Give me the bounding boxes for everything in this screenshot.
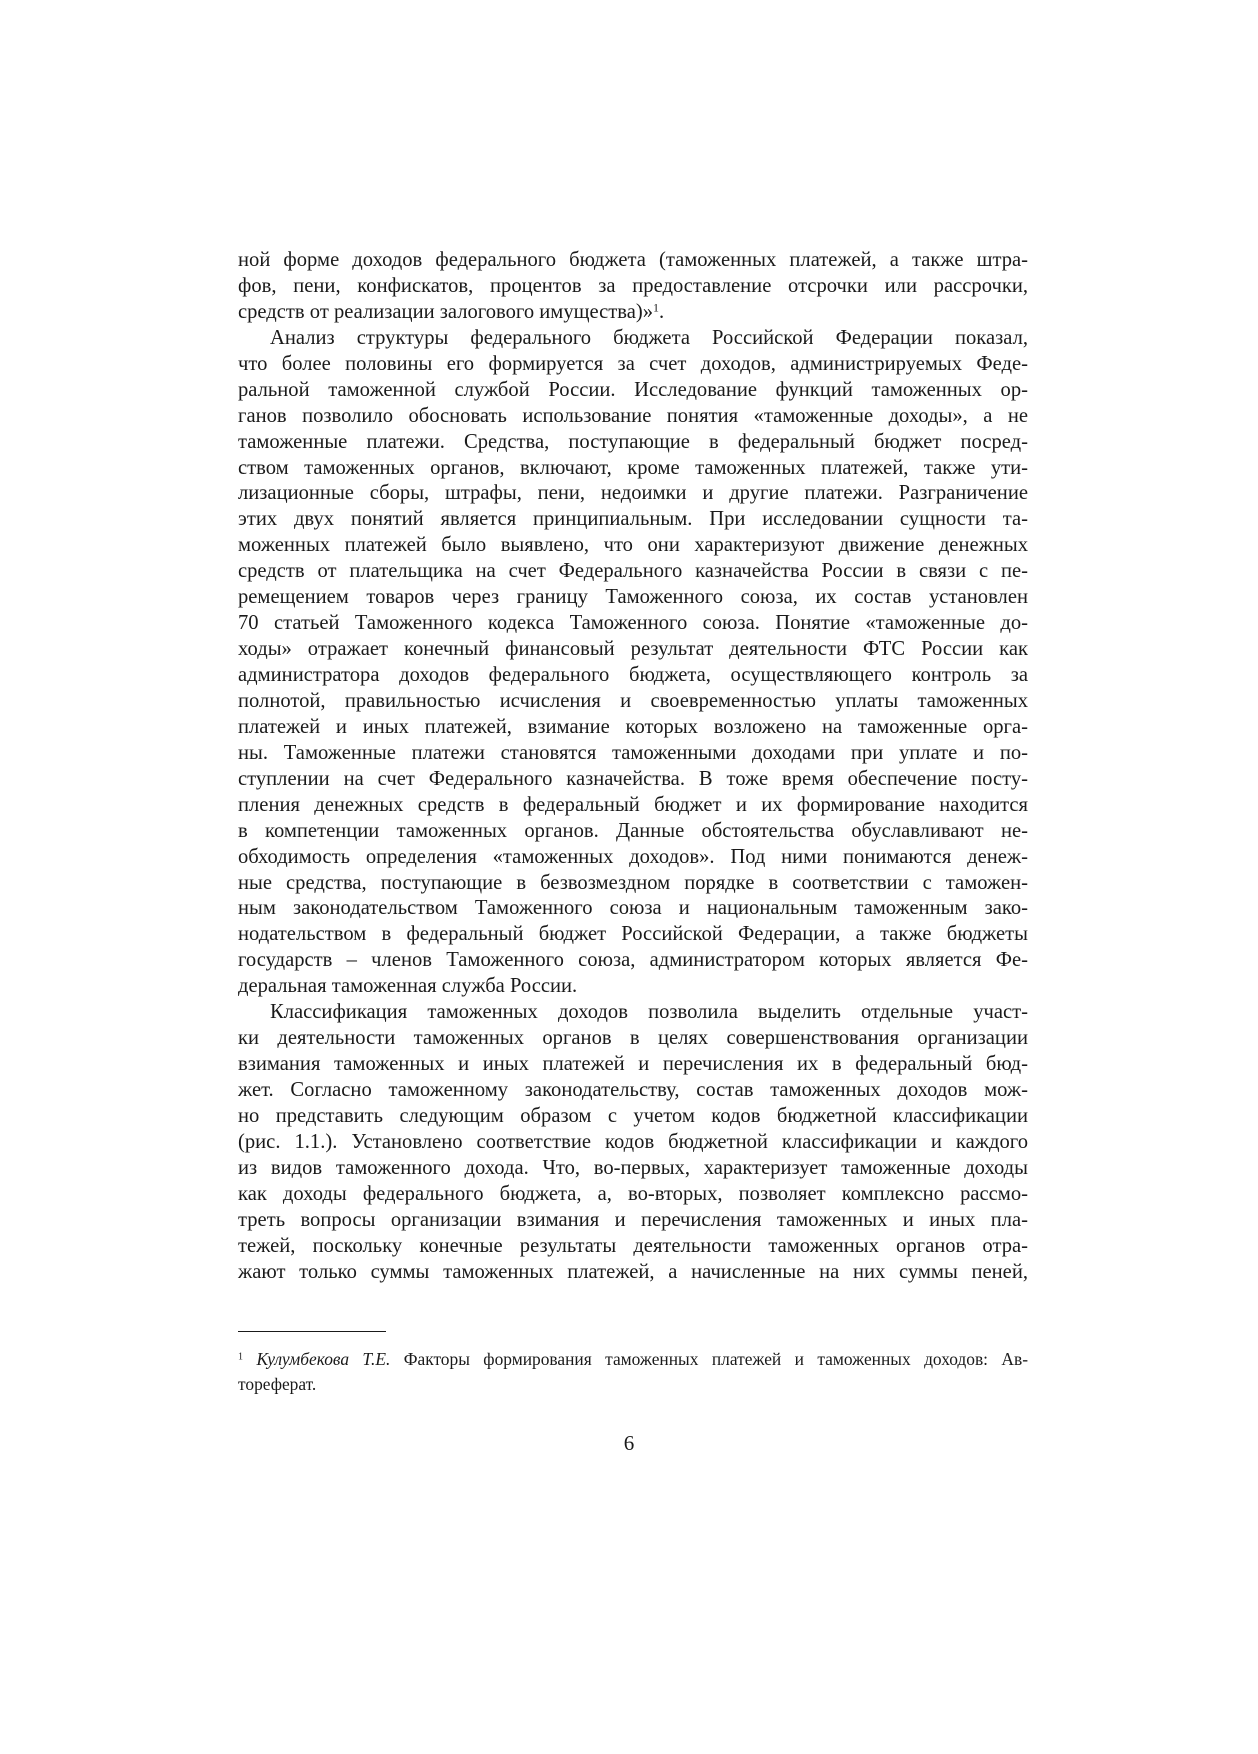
text-line: ступлении на счет Федерального казначейства. В тоже время обеспечение посту- [238,767,1028,790]
text-line: ганов позволило обосновать использование понятия «таможенные доходы», а не [238,404,1028,427]
text-line: 70 статьей Таможенного кодекса Таможенного союза. Понятие «таможенные до- [238,612,1028,635]
footnote-divider [238,1331,386,1332]
text-line: платежей и иных платежей, взимание которых возложено на таможенные орга- [238,715,1028,738]
footnote-title: Факторы формирования таможенных платежей и таможенных доходов: Ав- [390,1349,1028,1369]
text-line: треть вопросы организации взимания и перечисления таможенных и иных пла- [238,1208,1028,1231]
text-line: таможенные платежи. Средства, поступающие в федеральный бюджет посред- [238,430,1028,453]
text-line: ки деятельности таможенных органов в целях совершенствования организации [238,1027,1028,1050]
text-line: пления денежных средств в федеральный бюджет и их формирование находится [238,793,1028,816]
paragraph-first-line: Классификация таможенных доходов позволила выделить отдельные участ- [270,1001,1028,1024]
text-line: ны. Таможенные платежи становятся таможенными доходами при уплате и по- [238,741,1028,764]
text-line: фов, пени, конфискатов, процентов за предоставление отсрочки или рассрочки, [238,274,1028,297]
footnote-author: Кулумбекова Т.Е. [256,1349,391,1369]
footnote-line [238,1347,1028,1372]
text-line: что более половины его формируется за счет доходов, администрируемых Феде- [238,352,1028,375]
text-line: ным законодательством Таможенного союза и национальным таможенным зако- [238,897,1028,920]
text-line: ходы» отражает конечный финансовый результат деятельности ФТС России как [238,638,1028,661]
text-line: этих двух понятий является принципиальным. При исследовании сущности та- [238,508,1028,531]
text-line: государств – членов Таможенного союза, администратором которых является Фе- [238,949,1028,972]
text-line [238,300,1028,326]
text-line: в компетенции таможенных органов. Данные обстоятельства обуславливают не- [238,819,1028,842]
footnote [238,1347,1028,1397]
text-line: ремещением товаров через границу Таможенного союза, их состав установлен [238,586,1028,609]
sentence-period: . [659,300,665,323]
text-line: ством таможенных органов, включают, кроме таможенных платежей, также ути- [238,456,1028,479]
text-line: ные средства, поступающие в безвозмездном порядке в соответствии с таможен- [238,871,1028,894]
text-line: моженных платежей было выявлено, что они характеризуют движение денежных [238,534,1028,557]
text-line: полнотой, правильностью исчисления и своевременностью уплаты таможенных [238,689,1028,712]
text-line: ной форме доходов федерального бюджета (таможенных платежей, а также штра- [238,249,1028,271]
page-number: 6 [623,1431,635,1455]
text-line: лизационные сборы, штрафы, пени, недоимки и другие платежи. Разграничение [238,482,1028,505]
text-line: нодательством в федеральный бюджет Российской Федерации, а также бюджеты [238,923,1028,946]
text-line: деральная таможенная служба России. [238,975,578,998]
text-line: как доходы федерального бюджета, а, во-вторых, позволяет комплексно рассмо- [238,1182,1028,1205]
text-line: тежей, поскольку конечные результаты деятельности таможенных органов отра- [238,1234,1028,1257]
footnote-marker: 1 [238,1351,244,1363]
text-line-content: средств от реализации залогового имущества)» [238,300,654,323]
body-text [238,248,1028,1286]
text-line: жают только суммы таможенных платежей, а начисленные на них суммы пеней, [238,1260,1028,1283]
text-line: но представить следующим образом с учетом кодов бюджетной классификации [238,1104,1028,1127]
text-line: (рис. 1.1.). Установлено соответствие кодов бюджетной классификации и каждого [238,1130,1028,1153]
text-line: средств от плательщика на счет Федерального казначейства России в связи с пе- [238,560,1028,583]
text-line: из видов таможенного дохода. Что, во-первых, характеризует таможенные доходы [238,1156,1028,1179]
text-line: администратора доходов федерального бюджета, осуществляющего контроль за [238,664,1028,686]
paragraph-first-line: Анализ структуры федерального бюджета Российской Федерации показал, [270,326,1028,349]
footnote-reference[interactable]: 1 [653,300,660,315]
text-line: взимания таможенных и иных платежей и перечисления их в федеральный бюд- [238,1053,1028,1076]
footnote-line: тореферат. [238,1374,317,1394]
text-line: обходимость определения «таможенных доходов». Под ними понимаются денеж- [238,845,1028,868]
text-line: ральной таможенной службой России. Исследование функций таможенных ор- [238,378,1028,401]
text-line: жет. Согласно таможенному законодательству, состав таможенных доходов мож- [238,1079,1028,1101]
